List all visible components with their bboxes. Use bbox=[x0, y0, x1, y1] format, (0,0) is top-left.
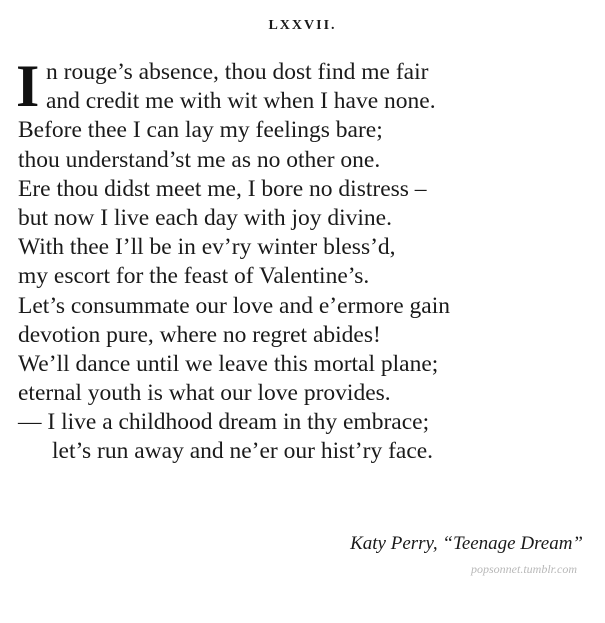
poem-line-7: With thee I’ll be in ev’ry winter bless’d, bbox=[18, 234, 396, 261]
poem-line-2: and credit me with wit when I have none. bbox=[46, 88, 436, 115]
attribution: Katy Perry, “Teenage Dream” bbox=[350, 533, 583, 554]
poem-line-1: n rouge’s absence, thou dost find me fair bbox=[46, 59, 429, 85]
poem-body bbox=[16, 53, 598, 467]
poem-line-5: Ere thou didst meet me, I bore no distress – bbox=[18, 175, 427, 202]
poem-line-3: Before thee I can lay my feelings bare; bbox=[18, 117, 383, 144]
poem-line-8: my escort for the feast of Valentine’s. bbox=[18, 263, 370, 290]
poem-line-4: thou understand’st me as no other one. bbox=[18, 146, 381, 173]
drop-cap: I bbox=[16, 53, 40, 119]
poem-line-11: We’ll dance until we leave this mortal plane; bbox=[18, 350, 439, 377]
poem-line-6: but now I live each day with joy divine. bbox=[18, 204, 392, 231]
poem-line-14: let’s run away and ne’er our hist’ry face. bbox=[52, 438, 434, 465]
poem-line-10: devotion pure, where no regret abides! bbox=[18, 321, 381, 348]
poem-line-13: — I live a childhood dream in thy embrace; bbox=[18, 409, 430, 436]
poem-line-12: eternal youth is what our love provides. bbox=[18, 380, 391, 407]
watermark: popsonnet.tumblr.com bbox=[471, 562, 577, 576]
poem-line-9: Let’s consummate our love and e’ermore gain bbox=[18, 292, 450, 319]
sonnet-number: LXXVII. bbox=[268, 18, 337, 33]
